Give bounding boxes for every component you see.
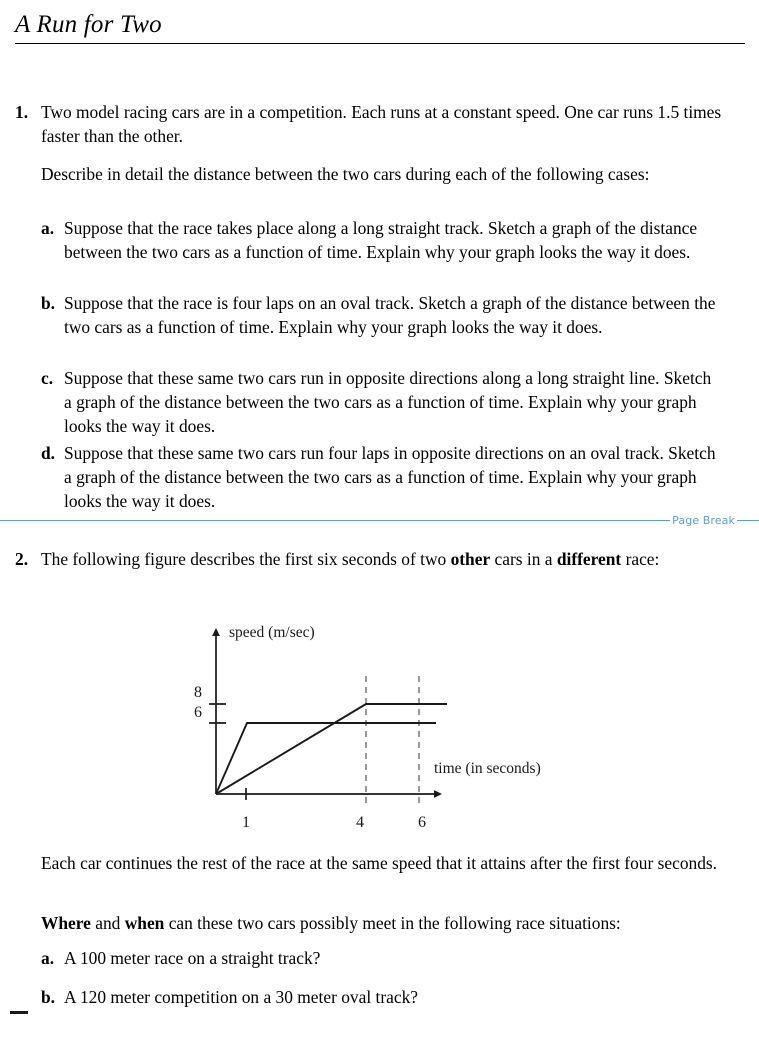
page-break-rule-left (0, 520, 670, 521)
problem-2-part-b-marker: b. (41, 987, 56, 1007)
problem-1-part-b (41, 291, 731, 339)
problem-2-part-a-text: A 100 meter race on a straight track? (64, 948, 321, 968)
page-break (0, 508, 759, 532)
y-tick-label-8: 8 (194, 684, 202, 701)
y-tick-label-6: 6 (194, 704, 202, 721)
problem-1-intro (15, 100, 727, 148)
problem-1-part-b-marker: b. (41, 293, 56, 313)
problem-2-question: Where and when can these two cars possibly meet in the following race situations: (41, 913, 621, 933)
problem-2-part-a (41, 946, 731, 970)
series-car-2 (216, 704, 447, 794)
y-axis-arrow (212, 628, 220, 636)
title-divider (15, 43, 745, 44)
page-break-rule-right (737, 520, 759, 521)
problem-1-part-d-text: Suppose that these same two cars run four laps in opposite directions on an oval track. Sketch a graph of the distance between the two cars as a function of time. Explain why your graph looks the way it does. (64, 443, 716, 511)
problem-1-part-c-text: Suppose that these same two cars run in opposite directions along a long straight line. Sketch a graph of the distance between the two cars as a function of time. Explain why your graph looks the way it does. (64, 368, 712, 436)
problem-1-part-c-marker: c. (41, 368, 54, 388)
speed-time-graph (180, 612, 580, 837)
problem-1-part-a (41, 216, 731, 264)
margin-dash-mark (10, 1011, 28, 1014)
x-tick-label-6: 6 (418, 814, 426, 831)
x-axis-label: time (in seconds) (434, 760, 541, 777)
problem-1-number: 1. (15, 102, 29, 122)
x-tick-label-4: 4 (356, 814, 364, 831)
problem-1-part-d-marker: d. (41, 443, 56, 463)
page-title: A Run for Two (15, 11, 162, 38)
problem-2-intro-text: The following figure describes the first six seconds of two other cars in a different race: (41, 549, 660, 569)
series-car-1 (216, 723, 436, 794)
problem-2-number: 2. (15, 549, 29, 569)
problem-2-after-figure-text: Each car continues the rest of the race at the same speed that it attains after the first four seconds. (41, 853, 718, 873)
page-break-label: Page Break (672, 513, 735, 527)
problem-1-part-b-text: Suppose that the race is four laps on an oval track. Sketch a graph of the distance between the two cars as a function of time. Explain why your graph looks the way it does. (64, 293, 716, 337)
problem-1-part-a-marker: a. (41, 218, 55, 238)
problem-2-intro (15, 547, 727, 571)
x-tick-label-1: 1 (242, 814, 250, 831)
problem-1-part-a-text: Suppose that the race takes place along a long straight track. Sketch a graph of the distance between the two cars as a function of time. Explain why your graph looks the way it does. (64, 218, 698, 262)
problem-2-part-a-marker: a. (41, 948, 55, 968)
document-header (15, 10, 745, 44)
problem-1-intro-text: Two model racing cars are in a competition. Each runs at a constant speed. One car runs 1.5 times faster than the other. (41, 102, 722, 146)
problem-2-part-b (41, 985, 731, 1009)
y-axis-label: speed (m/sec) (229, 624, 315, 641)
problem-1-part-d (41, 441, 721, 513)
x-axis-arrow (434, 790, 442, 798)
problem-1-prompt: Describe in detail the distance between the two cars during each of the following cases: (41, 164, 650, 184)
problem-2-part-b-text: A 120 meter competition on a 30 meter oval track? (64, 987, 418, 1007)
problem-1-part-c (41, 366, 721, 438)
